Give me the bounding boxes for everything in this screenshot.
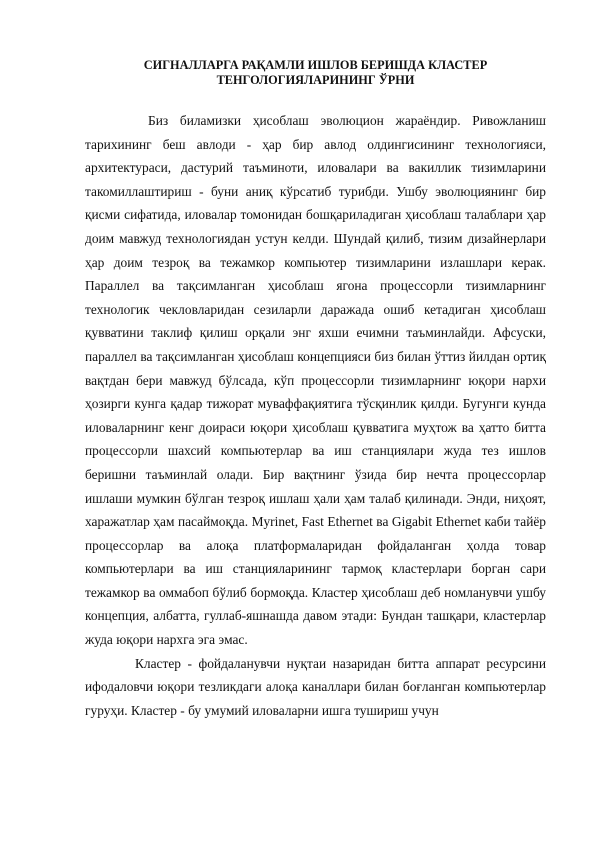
document-page <box>85 58 546 722</box>
title-line-2: ТЕНГОЛОГИЯЛАРИНИНГ ЎРНИ <box>216 73 415 87</box>
paragraph-2: Кластер - фойдаланувчи нуқтаи назаридан битта аппарат ресурсини ифодаловчи юқори тезликдаги алоқа каналлари билан боғланган компьютерлар гуруҳи. Кластер - бу умумий иловаларни ишга тушириш учун <box>85 655 546 718</box>
title-line-1: СИГНАЛЛАРГА РАҚАМЛИ ИШЛОВ БЕРИШДА КЛАСТЕР <box>143 58 488 72</box>
document-title <box>85 58 546 88</box>
paragraph-1: Биз биламизки ҳисоблаш эволюцион жараёндир. Ривожланиш тарихининг беш авлоди - ҳар бир авлод олдингисининг технологияси, архитектураси, дастурий таъминоти, иловалари ва вакиллик тизимларини такомиллаштириш - буни аниқ кўрсатиб турибди. Ушбу эволюциянинг бир қисми сифатида, иловалар томонидан бошқариладиган ҳисоблаш талаблари ҳар доим мавжуд технологиядан устун келди. Шундай қилиб, тизим дизайнерлари ҳар доим тезроқ ва тежамкор компьютер тизимларини излашлари керак. Параллел ва тақсимланган ҳисоблаш ягона процессорли тизимларнинг технологик чекловларидан сезиларли даражада ошиб кетадиган ҳисоблаш қувватини таклиф қилиш орқали энг яхши ечимни таъминлайди. Афсуски, параллел ва тақсимланган ҳисоблаш концепцияси биз билан ўттиз йилдан ортиқ вақтдан бери мавжуд бўлсада, кўп процессорли тизимларнинг юқори нархи ҳозирги кунга қадар тижорат муваффақиятига тўсқинлик қилди. Бугунги кунда иловаларнинг кенг доираси юқори ҳисоблаш қувватига муҳтож ва ҳатто битта процессорли шахсий компьютерлар ва иш станциялари жуда тез ишлов беришни таъминлай олади. Бир вақтнинг ўзида бир нечта процессорлар ишлаши мумкин бўлган тезроқ ишлаш ҳали ҳам талаб қилинади. Энди, ниҳоят, харажатлар ҳам пасаймоқда. Myrinet, Fast Ethernet ва Gigabit Ethernet каби тайёр процессорлар ва алоқа платформаларидан фойдаланган ҳолда товар компьютерлари ва иш станцияларининг тармоқ кластерлари борган сари тежамкор ва оммабоп бўлиб бормоқда. Кластер ҳисоблаш деб номланувчи ушбу концепция, албатта, гуллаб-яшнашда давом этади: Бундан ташқари, кластерлар жуда юқори нархга эга эмас. <box>85 113 546 648</box>
